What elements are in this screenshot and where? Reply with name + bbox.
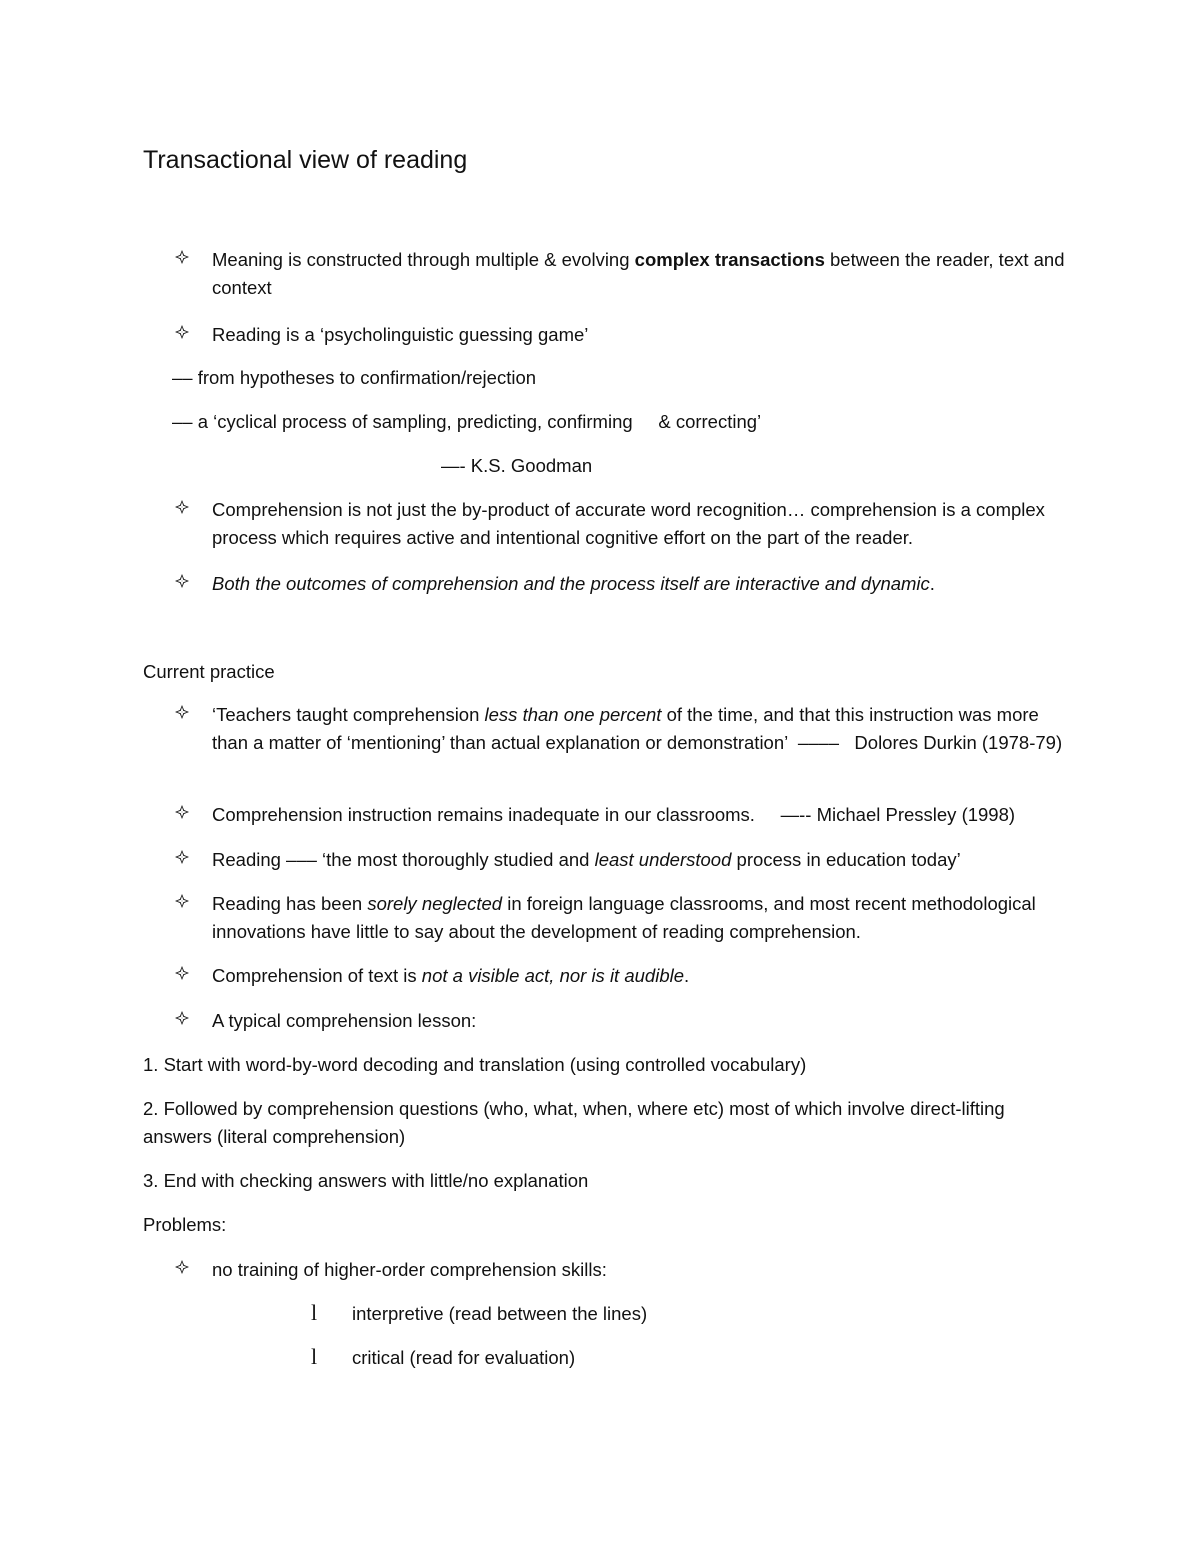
text-span: process in education today’ [731, 849, 961, 870]
sub-bullet-marker: l [311, 1344, 318, 1369]
section-heading-current-practice: Current practice [143, 661, 275, 682]
attribution-goodman: —- K.S. Goodman [441, 455, 593, 476]
text-span: Reading ––– ‘the most thoroughly studied and [212, 849, 595, 870]
diamond-bullet-icon [174, 573, 196, 595]
bullet-sorely-neglected [212, 890, 1072, 946]
sub-item-interpretive: interpretive (read between the lines) [352, 1303, 648, 1324]
bullet-pressley: Comprehension instruction remains inadequate in our classrooms. —-- Michael Pressley (1998) [212, 804, 1016, 825]
sub-line-hypotheses: –– from hypotheses to confirmation/rejection [172, 367, 537, 388]
bullet-meaning [212, 246, 1072, 302]
numbered-item-3: 3. End with checking answers with little/no explanation [143, 1170, 589, 1191]
diamond-bullet-icon [174, 704, 196, 726]
diamond-bullet-icon [174, 324, 196, 346]
diamond-bullet-icon [174, 249, 196, 271]
text-span: Meaning is constructed through multiple & evolving [212, 249, 635, 270]
text-span: ‘Teachers taught comprehension [212, 704, 485, 725]
text-span: in foreign language classrooms, and most recent methodological innovations have little to say about the development of reading comprehension. [212, 893, 1036, 942]
text-span: . [929, 573, 935, 594]
diamond-bullet-icon [174, 893, 196, 915]
bullet-not-visible [212, 962, 1072, 990]
sub-bullet-marker: l [311, 1300, 318, 1325]
text-span: Reading has been [212, 893, 368, 914]
diamond-bullet-icon [174, 804, 196, 826]
italic-span: Both the outcomes of comprehension and the process itself are interactive and dynamic [212, 573, 930, 594]
bullet-typical-lesson: A typical comprehension lesson: [212, 1010, 477, 1031]
bullet-no-training: no training of higher-order comprehension skills: [212, 1259, 607, 1280]
italic-span: not a visible act, nor is it audible [421, 965, 685, 986]
diamond-bullet-icon [174, 965, 196, 987]
bullet-least-understood [212, 846, 1072, 874]
bold-span: complex transactions [634, 249, 825, 270]
text-span: of the time, and that this instruction was more than a matter of ‘mentioning’ than actual explanation or demonstration’ –––– Dolores Durkin (1978-79) [212, 704, 1063, 753]
numbered-item-1: 1. Start with word-by-word decoding and translation (using controlled vocabulary) [143, 1054, 807, 1075]
diamond-bullet-icon [174, 849, 196, 871]
sub-line-cyclical: –– a ‘cyclical process of sampling, predicting, confirming & correcting’ [172, 411, 762, 432]
diamond-bullet-icon [174, 1010, 196, 1032]
text-span: between the reader, text and context [212, 249, 1065, 298]
page-title: Transactional view of reading [143, 146, 468, 174]
diamond-bullet-icon [174, 1259, 196, 1281]
bullet-guessing-game: Reading is a ‘psycholinguistic guessing game’ [212, 324, 589, 345]
italic-span: least understood [594, 849, 732, 870]
numbered-item-2: 2. Followed by comprehension questions (who, what, when, where etc) most of which involve direct-lifting answers (literal comprehension) [143, 1098, 1005, 1147]
bullet-comprehension-process: Comprehension is not just the by-product of accurate word recognition… comprehension is a complex process which requires active and intentional cognitive effort on the part of the reader. [212, 499, 1045, 548]
problems-label: Problems: [143, 1214, 227, 1235]
text-span: . [684, 965, 690, 986]
italic-span: sorely neglected [367, 893, 503, 914]
bullet-durkin [212, 701, 1072, 757]
text-span: Comprehension of text is [212, 965, 422, 986]
bullet-outcomes [212, 570, 1072, 598]
sub-item-critical: critical (read for evaluation) [352, 1347, 576, 1368]
diamond-bullet-icon [174, 499, 196, 521]
italic-span: less than one percent [484, 704, 662, 725]
